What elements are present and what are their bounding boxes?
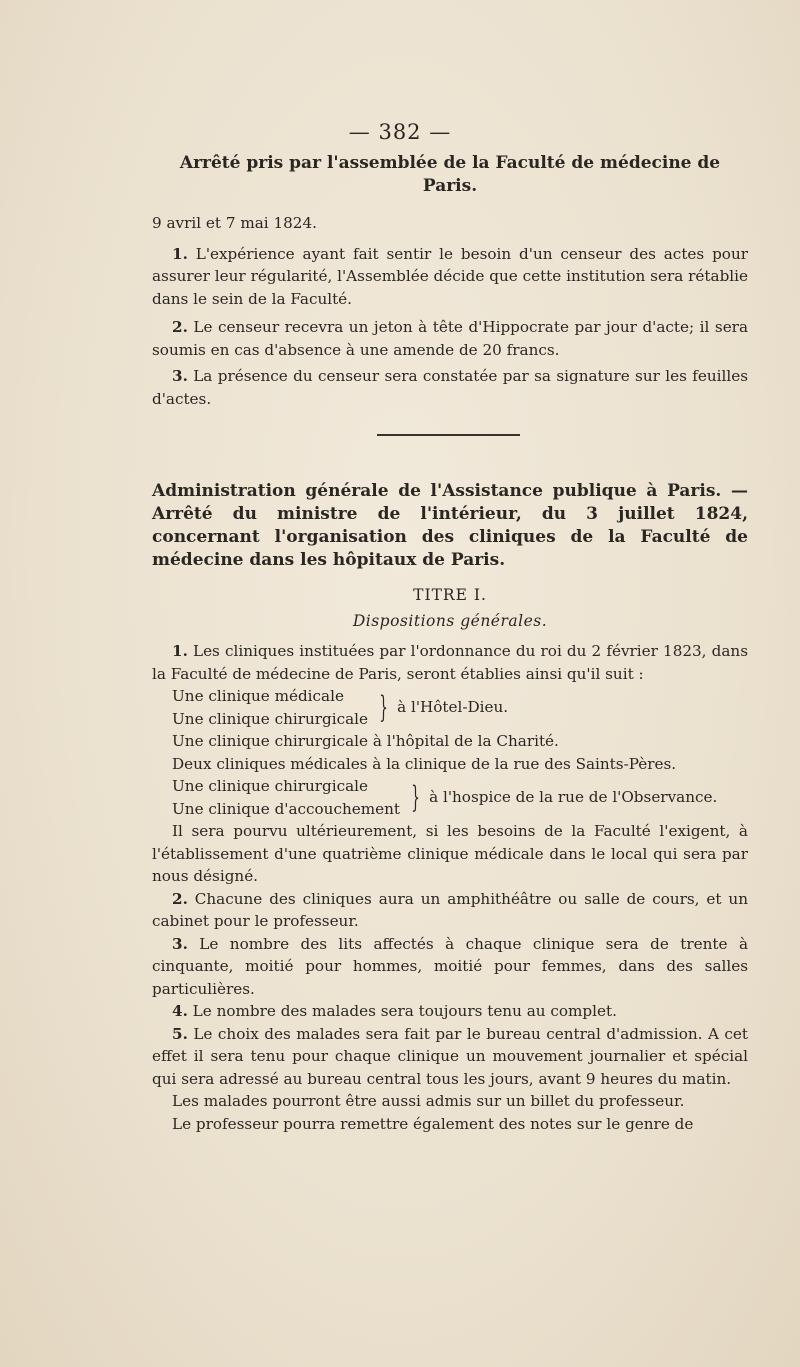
article-3: [152, 933, 748, 1001]
article-2: [152, 888, 748, 933]
article-number: 3.: [172, 367, 188, 385]
article-3: [152, 365, 748, 410]
article-text: Le censeur recevra un jeton à tête d'Hippocrate par jour d'acte; il sera soumis en cas d'absence à une amende de 20 francs.: [152, 318, 748, 359]
clinic-list-hotel-dieu: [152, 685, 748, 730]
section-divider: [377, 434, 520, 436]
list-item: Une clinique chirurgicale: [172, 777, 369, 795]
brace-icon: }: [379, 689, 388, 725]
section-title-line2: Paris.: [422, 176, 478, 196]
article-number: 4.: [172, 1002, 188, 1020]
list-item: Une clinique chirurgicale à l'hôpital de la Charité.: [172, 732, 559, 750]
article-number: 2.: [172, 318, 188, 336]
article-number: 2.: [172, 889, 188, 908]
article-text: Le nombre des malades sera toujours tenu au complet.: [187, 1002, 617, 1020]
article-number: 3.: [172, 934, 188, 953]
list-location: à l'hospice de la rue de l'Observance.: [429, 788, 718, 807]
list-location: à l'Hôtel-Dieu.: [397, 698, 509, 717]
article-2: [152, 316, 748, 361]
articles: [152, 243, 748, 411]
article-text: Le nombre des lits affectés à chaque clinique sera de trente à cinquante, moitié pour hommes, moitié pour femmes, dans des salles particulières.: [152, 934, 748, 998]
brace-icon: }: [411, 779, 420, 815]
page-number: — 382 —: [348, 120, 452, 144]
article-text: L'expérience ayant fait sentir le besoin d'un censeur des actes pour assurer leur régularité, l'Assemblée décide que cette institution sera rétablie dans le sein de la Faculté.: [152, 244, 748, 308]
article-text: Le choix des malades sera fait par le bureau central d'admission. A cet effet il sera tenu pour chaque clinique un mouvement journalier et spécial qui sera adressé au bureau central tous les jours, avant 9 heures du matin.: [152, 1024, 748, 1088]
date-line: 9 avril et 7 mai 1824.: [152, 214, 317, 232]
section-assistance: [152, 480, 748, 1135]
article-1: [152, 243, 748, 311]
article-number: 5.: [172, 1024, 188, 1043]
section-title: Administration générale de l'Assistance publique à Paris. — Arrêté du ministre de l'intérieur, du 3 juillet 1824, concernant l'organisation des cliniques de la Faculté de médecine dans les hôpitaux de Paris.: [152, 481, 748, 570]
clinic-list-observance: [152, 775, 748, 820]
article-1: [152, 640, 748, 685]
article-number: 1.: [172, 244, 188, 263]
list-item: Deux cliniques médicales à la clinique de la rue des Saints-Pères.: [172, 754, 677, 773]
article-text: Chacune des cliniques aura un amphithéâtre ou salle de cours, et un cabinet pour le professeur.: [152, 889, 748, 930]
article-number: 1.: [172, 642, 188, 660]
list-item: Une clinique d'accouchement: [172, 799, 401, 818]
paragraph: Les malades pourront être aussi admis sur un billet du professeur.: [172, 1092, 685, 1110]
list-item: Une clinique médicale: [172, 687, 344, 705]
articles: [152, 640, 748, 1135]
article-5: [152, 1023, 748, 1091]
subtitle: Dispositions générales.: [352, 612, 548, 630]
section-title-line1: Arrêté pris par l'assemblée de la Faculté de médecine de: [179, 153, 721, 173]
article-4: [152, 1000, 748, 1023]
paragraph: Le professeur pourra remettre également des notes sur le genre de: [172, 1114, 694, 1133]
titre-heading: TITRE I.: [413, 586, 487, 604]
paragraph: Il sera pourvu ultérieurement, si les besoins de la Faculté l'exigent, à l'établissement d'une quatrième clinique médicale dans le local qui sera par nous désigné.: [152, 822, 748, 885]
section-assemblee: [152, 152, 748, 410]
section-title: [152, 152, 748, 198]
article-text: Les cliniques instituées par l'ordonnance du roi du 2 février 1823, dans la Faculté de médecine de Paris, seront établies ainsi qu'il suit :: [152, 642, 748, 683]
list-item: Une clinique chirurgicale: [172, 709, 369, 728]
article-text: La présence du censeur sera constatée par sa signature sur les feuilles d'actes.: [152, 367, 748, 408]
